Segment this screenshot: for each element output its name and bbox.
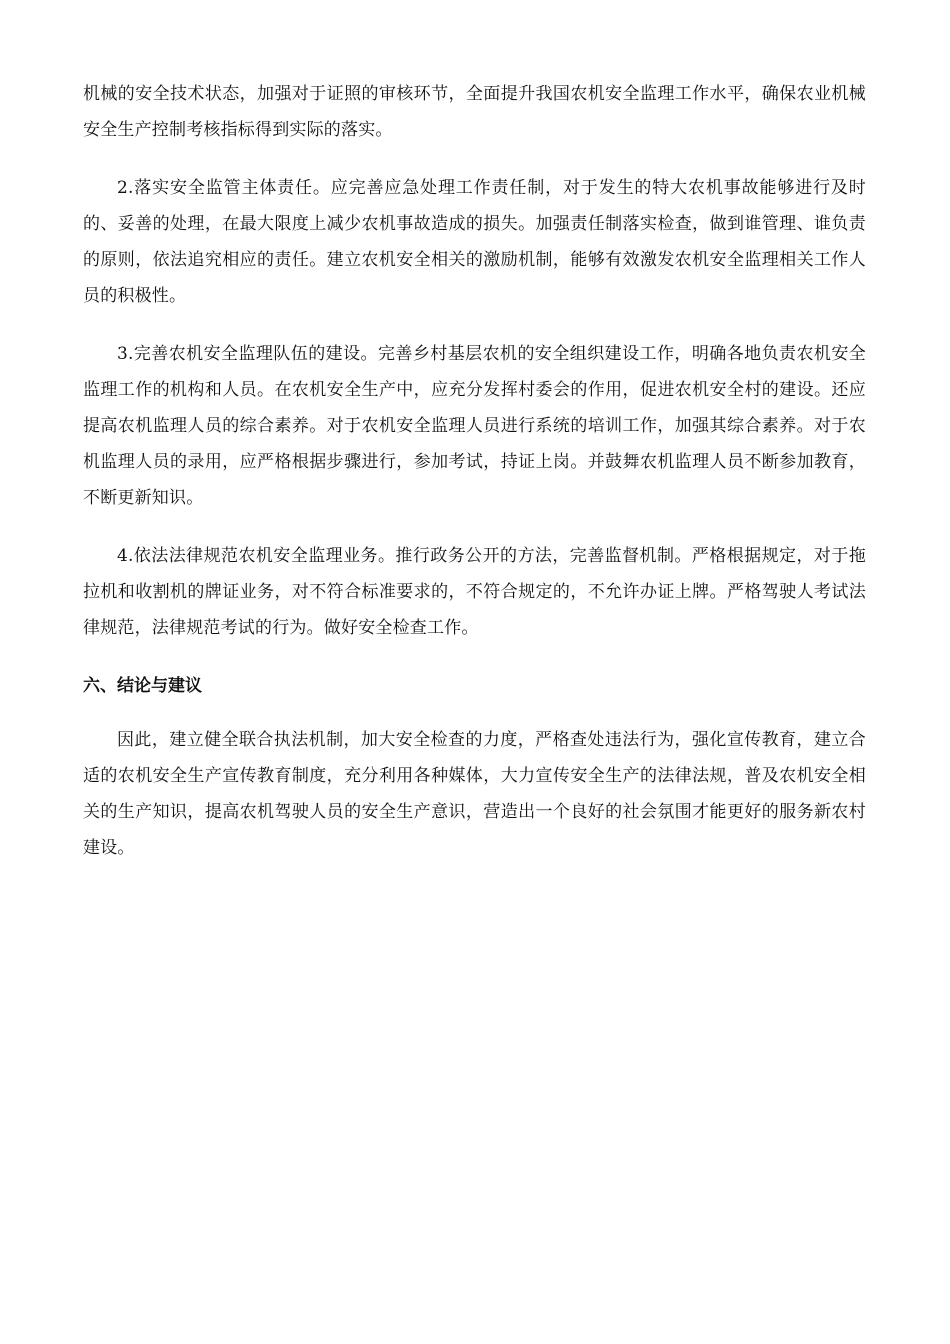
paragraph-continued: 机械的安全技术状态，加强对于证照的审核环节，全面提升我国农机安全监理工作水平，确保农业机械安全生产控制考核指标得到实际的落实。 — [83, 84, 866, 140]
paragraph-item-4: 4.依法法律规范农机安全监理业务。推行政务公开的方法，完善监督机制。严格根据规定，对于拖拉机和收割机的牌证业务，对不符合标准要求的，不符合规定的，不允许办证上牌。严格驾驶人考试法律规范，法律规范考试的行为。做好安全检查工作。 — [83, 546, 866, 638]
paragraph-item-2: 2.落实安全监管主体责任。应完善应急处理工作责任制，对于发生的特大农机事故能够进行及时的、妥善的处理，在最大限度上减少农机事故造成的损失。加强责任制落实检查，做到谁管理、谁负责的原则，依法追究相应的责任。建立农机安全相关的激励机制，能够有效激发农机安全监理相关工作人员的积极性。 — [83, 178, 866, 306]
section-heading: 六、结论与建议 — [83, 676, 202, 696]
paragraph-item-3: 3.完善农机安全监理队伍的建设。完善乡村基层农机的安全组织建设工作，明确各地负责农机安全监理工作的机构和人员。在农机安全生产中，应充分发挥村委会的作用，促进农机安全村的建设。还应提高农机监理人员的综合素养。对于农机安全监理人员进行系统的培训工作，加强其综合素养。对于农机监理人员的录用，应严格根据步骤进行，参加考试，持证上岗。并鼓舞农机监理人员不断参加教育，不断更新知识。 — [83, 344, 866, 508]
paragraph-conclusion: 因此，建立健全联合执法机制，加大安全检查的力度，严格查处违法行为，强化宣传教育，建立合适的农机安全生产宣传教育制度，充分利用各种媒体，大力宣传安全生产的法律法规，普及农机安全相关的生产知识，提高农机驾驶人员的安全生产意识，营造出一个良好的社会氛围才能更好的服务新农村建设。 — [83, 730, 866, 858]
